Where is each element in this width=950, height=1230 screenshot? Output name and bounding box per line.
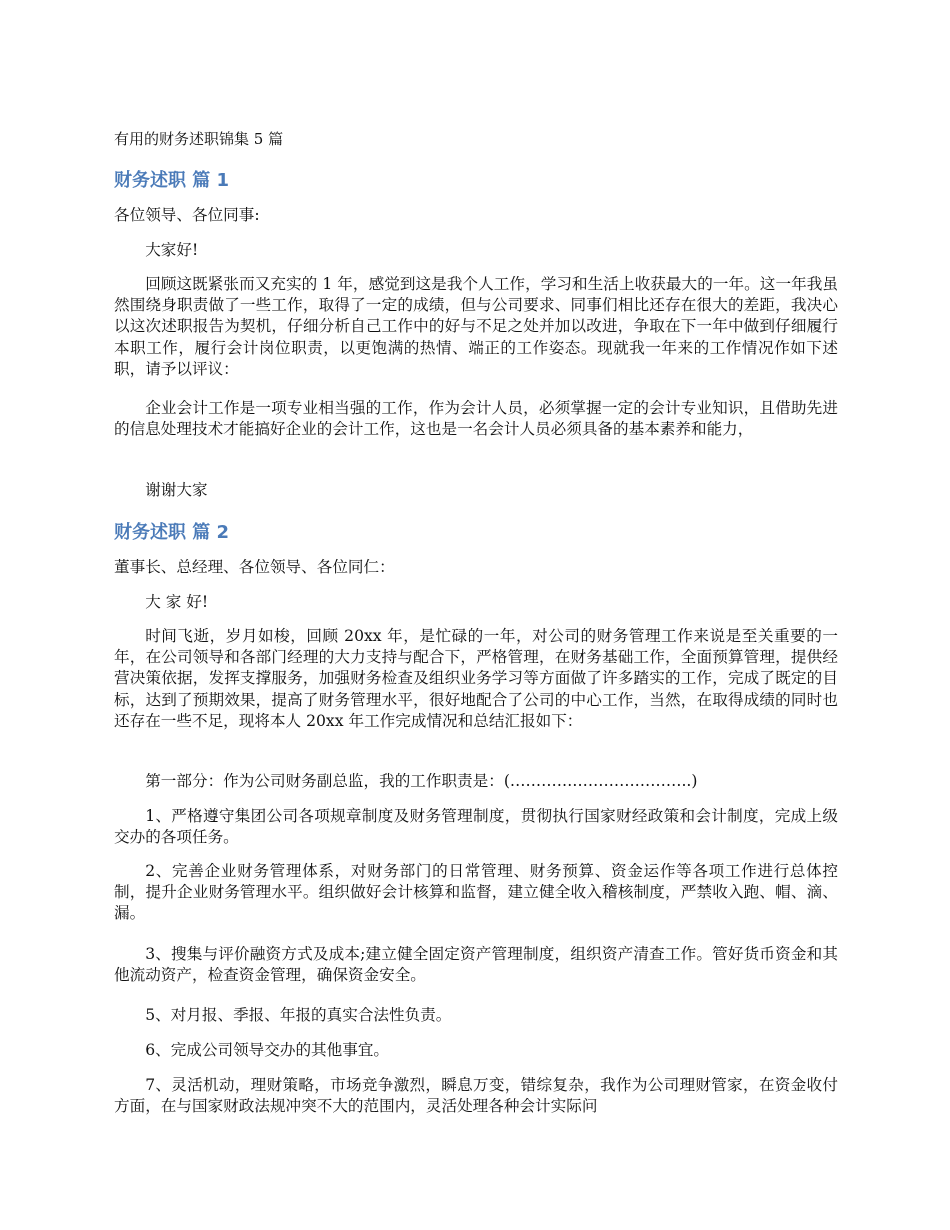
closing: 谢谢大家	[145, 481, 208, 499]
list-item: 2、完善企业财务管理体系，对财务部门的日常管理、财务预算、资金运作等各项工作进行总体控制，提升企业财务管理水平。组织做好会计核算和监督，建立健全收入稽核制度，严禁收入跑、帽、滴、漏。	[114, 862, 838, 923]
list-item: 1、严格遵守集团公司各项规章制度及财务管理制度，贯彻执行国家财经政策和会计制度，完成上级交办的各项任务。	[114, 807, 838, 847]
salutation: 各位领导、各位同事:	[114, 206, 260, 224]
document-title: 有用的财务述职锦集 5 篇	[114, 130, 284, 148]
list-item: 5、对月报、季报、年报的真实合法性负责。	[145, 1006, 452, 1024]
body-paragraph: 回顾这既紧张而又充实的 1 年，感觉到这是我个人工作，学习和生活上收获最大的一年。这一年我虽然围绕身职责做了一些工作，取得了一定的成绩，但与公司要求、同事们相比还存在很大的差距，我决心以这次述职报告为契机，仔细分析自己工作中的好与不足之处并加以改进，争取在下一年中做到仔细履行本职工作，履行会计岗位职责，以更饱满的热情、端正的工作姿态。现就我一年来的工作情况作如下述职，请予以评议：	[114, 275, 838, 378]
greeting: 大家好!	[145, 241, 199, 259]
section-heading-1: 财务述职 篇 1	[114, 170, 230, 191]
greeting: 大 家 好!	[145, 593, 209, 611]
list-item: 7、灵活机动，理财策略，市场竞争激烈，瞬息万变，错综复杂，我作为公司理财管家，在资金收付方面，在与国家财政法规冲突不大的范围内，灵活处理各种会计实际问	[114, 1076, 838, 1116]
body-paragraph: 时间飞逝，岁月如梭，回顾 20xx 年，是忙碌的一年，对公司的财务管理工作来说是至关重要的一年，在公司领导和各部门经理的大力支持与配合下，严格管理，在财务基础工作，全面预算管理，提供经营决策依据，发挥支撑服务，加强财务检查及组织业务学习等方面做了许多踏实的工作，完成了既定的目标，达到了预期效果，提高了财务管理水平，很好地配合了公司的中心工作，当然，在取得成绩的同时也还存在一些不足，现将本人 20xx 年工作完成情况和总结汇报如下：	[114, 627, 838, 730]
list-item: 3、搜集与评价融资方式及成本;建立健全固定资产管理制度，组织资产清查工作。管好货币资金和其他流动资产，检查资金管理，确保资金安全。	[114, 945, 838, 985]
list-item: 6、完成公司领导交办的其他事宜。	[145, 1041, 390, 1059]
body-paragraph: 企业会计工作是一项专业相当强的工作，作为会计人员，必须掌握一定的会计专业知识，且借助先进的信息处理技术才能搞好企业的会计工作，这也是一名会计人员必须具备的基本素养和能力，	[114, 399, 838, 439]
section-heading-2: 财务述职 篇 2	[114, 522, 230, 543]
body-paragraph: 第一部分：作为公司财务副总监，我的工作职责是：(……………………………..)	[145, 772, 698, 790]
salutation: 董事长、总经理、各位领导、各位同仁：	[114, 558, 395, 576]
